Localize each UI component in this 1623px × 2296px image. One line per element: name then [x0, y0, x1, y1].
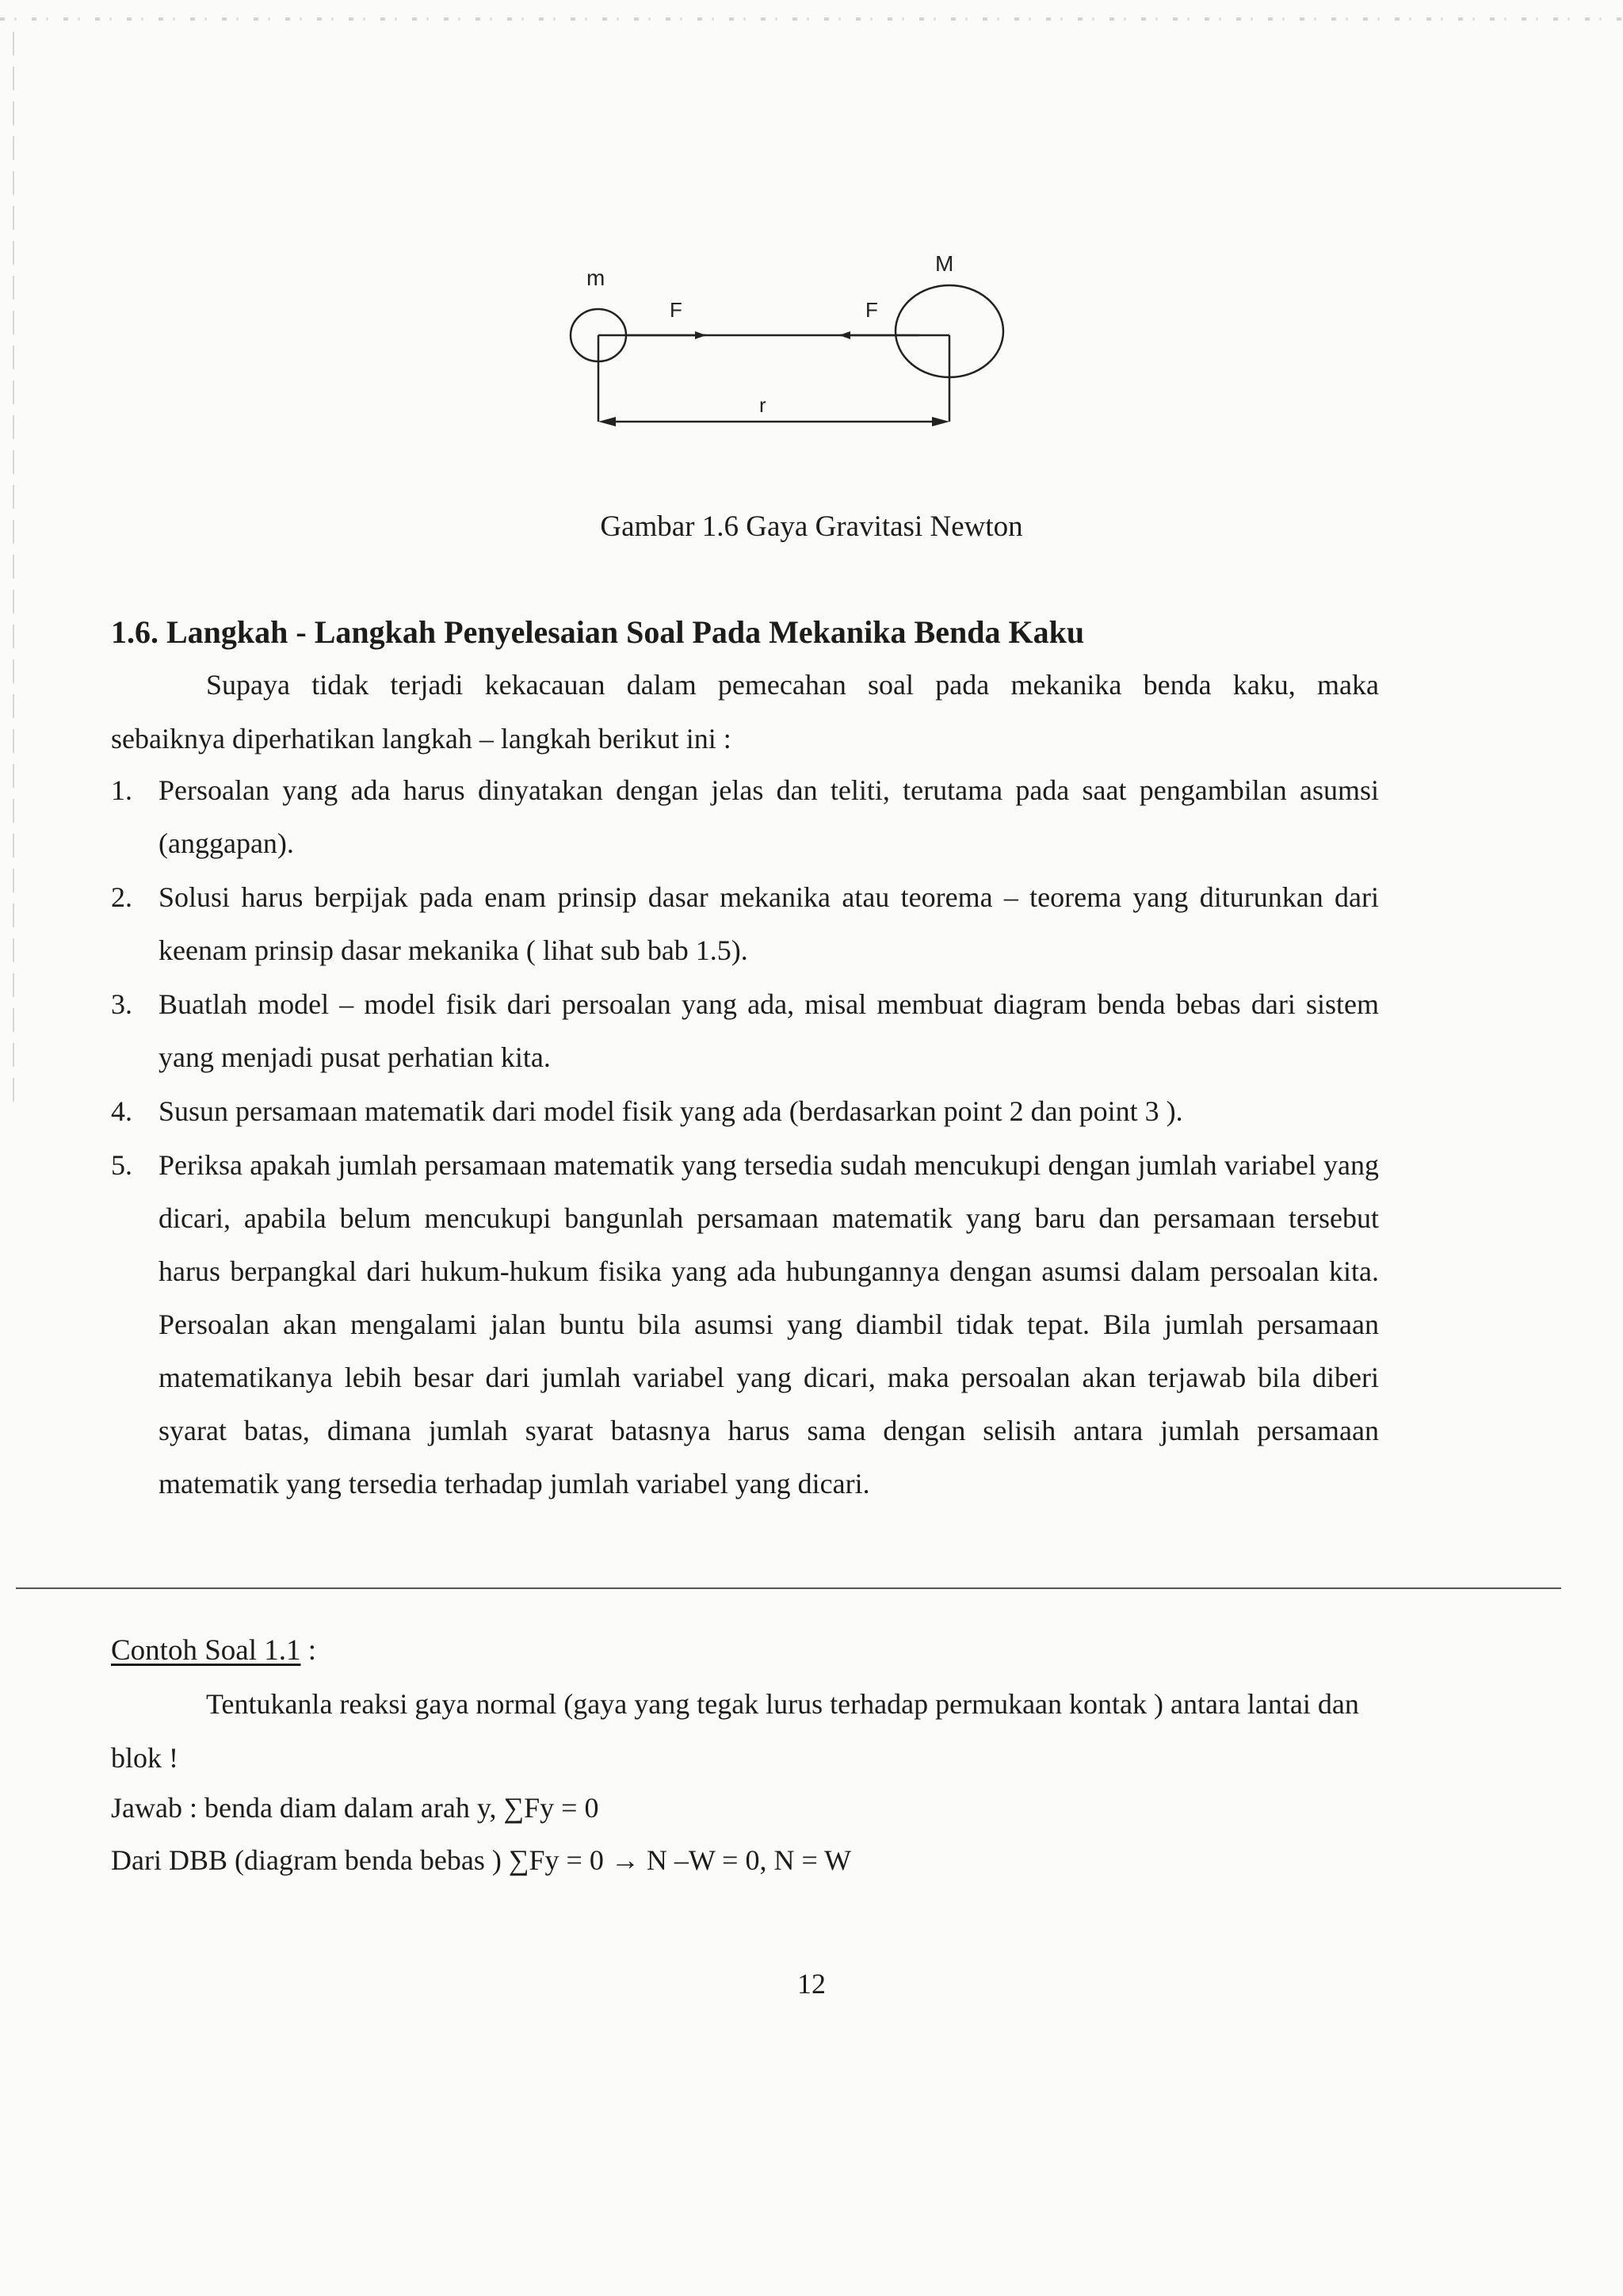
- step-number: 1.: [111, 774, 132, 806]
- step-text: Periksa apakah jumlah persamaan matematik yang tersedia sudah mencukupi dengan jumlah variabel yang dicari, apabila belum mencukupi bangunlah persamaan matematik yang baru dan persamaan tersebut harus berpangkal dari hukum-hukum fisika yang ada hubungannya dengan asumsi dalam persoalan kita. Persoalan akan mengalami jalan buntu bila asumsi yang diambil tidak tepat. Bila jumlah persamaan matematikanya lebih besar dari jumlah variabel yang dicari, maka persoalan akan terjawab bila diberi syarat batas, dimana jumlah syarat batasnya harus sama dengan selisih antara jumlah persamaan matematik yang tersedia terhadap jumlah variabel yang dicari.: [158, 1149, 1379, 1499]
- step-number: 3.: [111, 988, 132, 1020]
- intro-paragraph-line2: [111, 712, 1379, 766]
- example-title-text: Contoh Soal 1.1: [111, 1634, 301, 1667]
- list-item: [111, 1085, 1379, 1138]
- force-label-left: F: [670, 298, 682, 322]
- step-number: 2.: [111, 881, 132, 913]
- list-item: [111, 764, 1379, 870]
- example-title: [111, 1631, 316, 1671]
- step-number: 5.: [111, 1149, 132, 1181]
- list-item: [111, 1139, 1379, 1511]
- example-question: [111, 1677, 1379, 1785]
- horizontal-divider: [16, 1587, 1561, 1589]
- answer-line-2: Dari DBB (diagram benda bebas ) ∑Fy = 0 → N –W = 0, N = W: [111, 1844, 852, 1876]
- example-title-suffix: :: [300, 1634, 317, 1667]
- page-number: 12: [797, 1968, 826, 2000]
- answer-line-1: Jawab : benda diam dalam arah y, ∑Fy = 0: [111, 1792, 599, 1824]
- figure-caption: Gambar 1.6 Gaya Gravitasi Newton: [600, 510, 1023, 543]
- step-text: Persoalan yang ada harus dinyatakan dengan jelas dan teliti, terutama pada saat pengambilan asumsi (anggapan).: [158, 774, 1379, 859]
- dimension-arrowhead-left: [598, 417, 616, 426]
- step-text: Solusi harus berpijak pada enam prinsip dasar mekanika atau teorema – teorema yang diturunkan dari keenam prinsip dasar mekanika ( lihat sub bab 1.5).: [158, 881, 1379, 966]
- small-mass-label: m: [586, 266, 605, 290]
- intro-text-line2: sebaiknya diperhatikan langkah – langkah berikut ini :: [111, 723, 731, 755]
- example-question-text: Tentukanla reaksi gaya normal (gaya yang tegak lurus terhadap permukaan kontak ) antara lantai dan blok !: [111, 1688, 1359, 1774]
- large-mass-label: M: [935, 251, 954, 276]
- list-item: [111, 978, 1379, 1084]
- force-label-right: F: [865, 298, 878, 322]
- dimension-arrowhead-right: [932, 417, 949, 426]
- intro-text-line1: Supaya tidak terjadi kekacauan dalam pemecahan soal pada mekanika benda kaku, maka: [206, 669, 1379, 701]
- distance-label: r: [759, 393, 766, 417]
- section-heading: 1.6. Langkah - Langkah Penyelesaian Soal Pada Mekanika Benda Kaku: [111, 614, 1085, 650]
- step-number: 4.: [111, 1095, 132, 1127]
- steps-list: [111, 764, 1379, 1511]
- intro-paragraph-line1: [111, 658, 1379, 712]
- list-item: [111, 871, 1379, 977]
- step-text: Buatlah model – model fisik dari persoalan yang ada, misal membuat diagram benda bebas dari sistem yang menjadi pusat perhatian kita.: [158, 988, 1379, 1073]
- scan-artifact-top: [0, 17, 1623, 21]
- gravity-diagram: [507, 238, 1062, 444]
- scan-artifact-left: [13, 32, 14, 1110]
- step-text: Susun persamaan matematik dari model fisik yang ada (berdasarkan point 2 dan point 3 ).: [158, 1095, 1183, 1127]
